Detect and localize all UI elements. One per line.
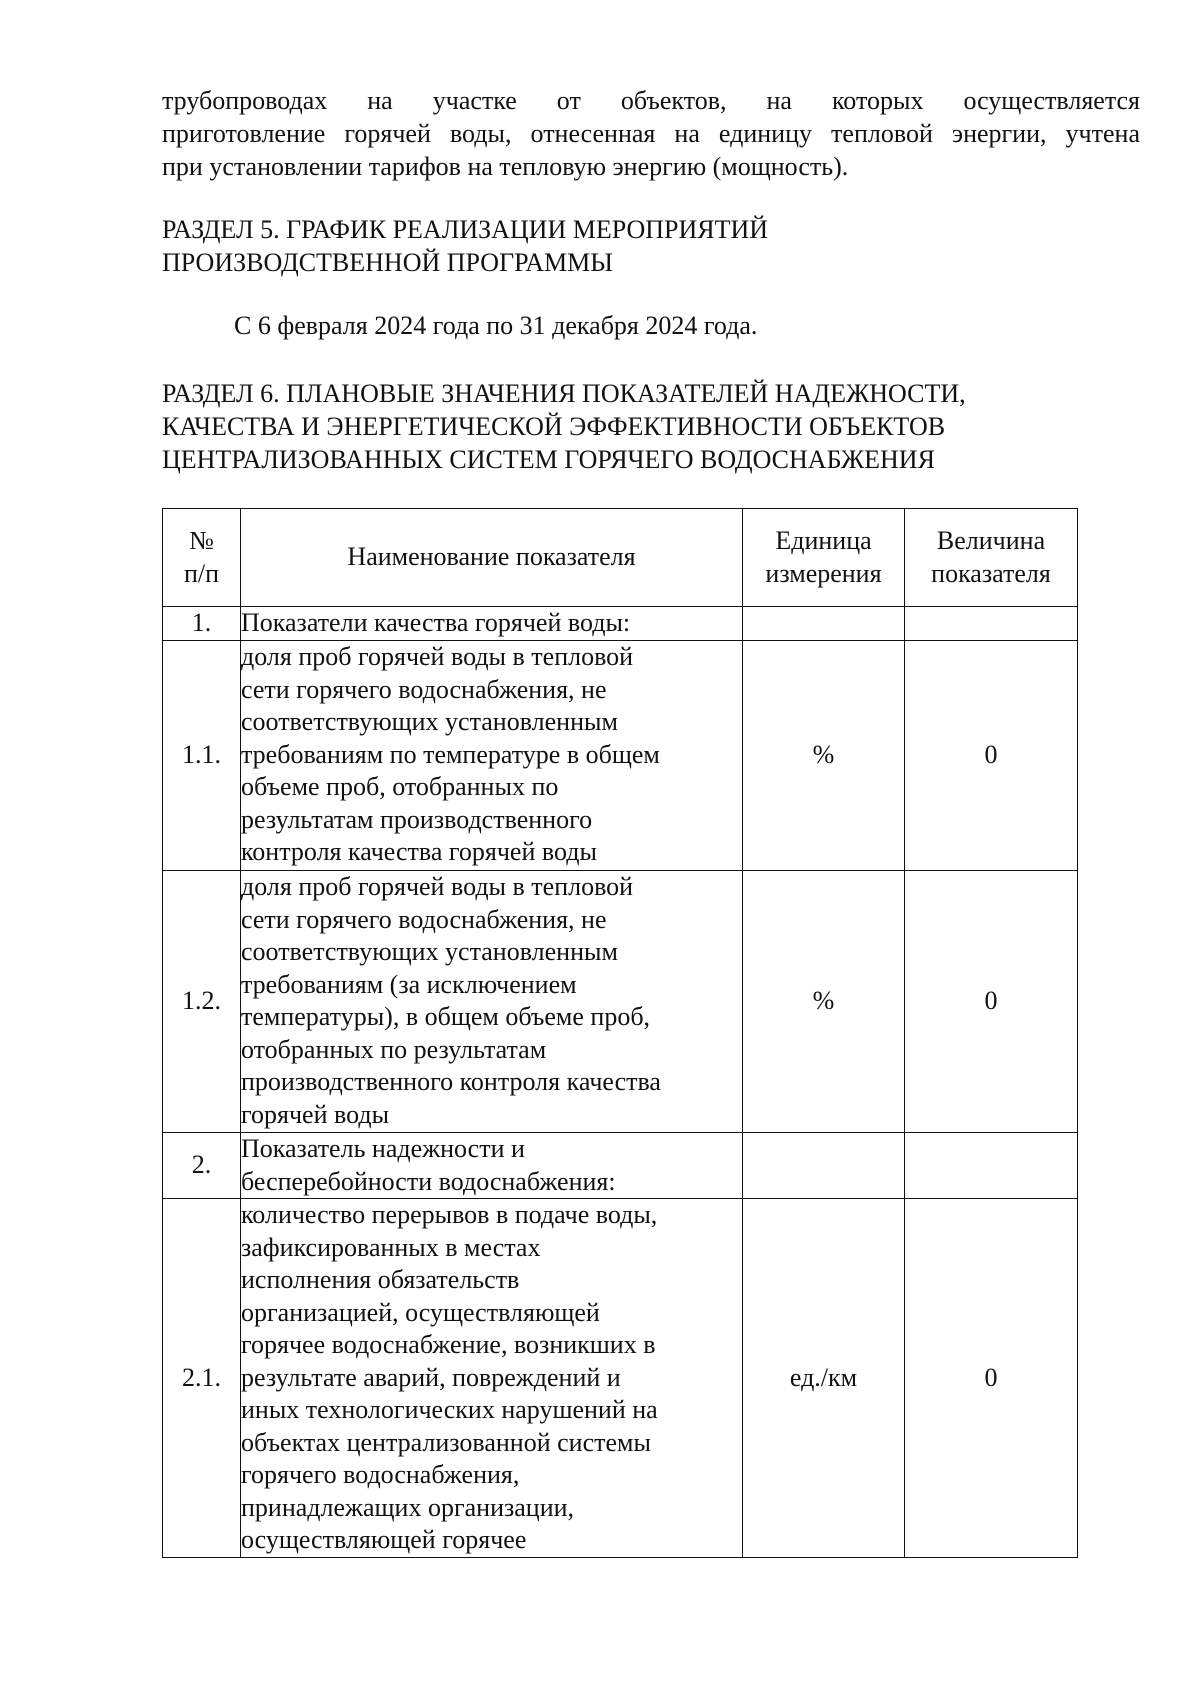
row-value: 0 [905, 641, 1078, 871]
row-name-line: температуры), в общем объеме проб, [241, 1002, 651, 1031]
row-name-line: исполнения обязательств [241, 1265, 520, 1294]
table-row [163, 607, 1078, 641]
row-value: 0 [905, 1199, 1078, 1558]
intro-line: приготовление горячей воды, отнесенная на единицу тепловой энергии, учтена [162, 119, 1140, 148]
section5-heading-line: ПРОИЗВОДСТВЕННОЙ ПРОГРАММЫ [162, 248, 613, 277]
row-name-line: иных технологических нарушений на [241, 1395, 658, 1424]
row-unit: % [743, 641, 905, 871]
row-name [241, 1133, 743, 1199]
header-value-line: показателя [931, 558, 1051, 588]
header-value-line: Величина [936, 526, 1046, 555]
row-name-line: осуществляющей горячее [241, 1525, 527, 1554]
schedule-text: С 6 февраля 2024 года по 31 декабря 2024 года. [234, 311, 758, 340]
row-name-line: горячее водоснабжение, возникших в [241, 1330, 656, 1359]
row-name-line: соответствующих установленным [241, 707, 618, 736]
row-number: 2.1. [163, 1199, 241, 1558]
row-name-line: Показатель надежности и [241, 1134, 525, 1163]
row-unit: % [743, 871, 905, 1133]
row-value [905, 607, 1078, 641]
section6-heading-line: РАЗДЕЛ 6. ПЛАНОВЫЕ ЗНАЧЕНИЯ ПОКАЗАТЕЛЕЙ НАДЕЖНОСТИ, [162, 379, 966, 408]
header-number-line: № [189, 526, 214, 555]
row-name-line: производственного контроля качества [241, 1067, 661, 1096]
header-unit-line: измерения [765, 558, 882, 588]
row-name-line: требованиям по температуре в общем [241, 739, 660, 769]
section6-heading-line: КАЧЕСТВА И ЭНЕРГЕТИЧЕСКОЙ ЭФФЕКТИВНОСТИ ОБЪЕКТОВ [162, 412, 946, 441]
row-name-line: соответствующих установленным [241, 937, 618, 966]
header-name: Наименование показателя [241, 509, 743, 607]
row-name-line: результате аварий, повреждений и [241, 1362, 621, 1392]
table-row [163, 1133, 1078, 1199]
header-value [905, 509, 1078, 607]
table-header-row [163, 509, 1078, 607]
table-row [163, 1199, 1078, 1558]
row-name-line: горячего водоснабжения, [241, 1460, 520, 1489]
row-name-line: бесперебойности водоснабжения: [241, 1166, 616, 1196]
row-name-line: зафиксированных в местах [241, 1232, 541, 1262]
row-number: 2. [163, 1133, 241, 1199]
row-name-line: контроля качества горячей воды [241, 837, 597, 866]
row-name-line: горячей воды [241, 1099, 390, 1129]
row-name-line: требованиям (за исключением [241, 969, 577, 999]
row-name [241, 871, 743, 1133]
row-number: 1.2. [163, 871, 241, 1133]
row-value [905, 1133, 1078, 1199]
header-unit [743, 509, 905, 607]
row-value: 0 [905, 871, 1078, 1133]
section6-heading [162, 377, 966, 476]
row-name [241, 1199, 743, 1558]
intro-line: трубопроводах на участке от объектов, на которых осуществляется [162, 86, 1140, 115]
row-name [241, 607, 743, 641]
table-row [163, 871, 1078, 1133]
header-number-line: п/п [183, 558, 220, 588]
section6-heading-line: ЦЕНТРАЛИЗОВАННЫХ СИСТЕМ ГОРЯЧЕГО ВОДОСНАБЖЕНИЯ [162, 445, 935, 474]
row-name-line: сети горячего водоснабжения, не [241, 904, 607, 934]
row-unit [743, 607, 905, 641]
indicators-table [162, 508, 1078, 1558]
row-name-line: Показатели качества горячей воды: [241, 608, 631, 637]
row-name-line: организацией, осуществляющей [241, 1297, 600, 1327]
row-number: 1.1. [163, 641, 241, 871]
intro-paragraph [162, 84, 1140, 183]
row-name-line: объеме проб, отобранных по [241, 772, 559, 801]
row-name-line: сети горячего водоснабжения, не [241, 674, 607, 704]
row-name-line: доля проб горячей воды в тепловой [241, 872, 634, 901]
intro-line: при установлении тарифов на тепловую энергию (мощность). [162, 152, 849, 181]
section5-heading-line: РАЗДЕЛ 5. ГРАФИК РЕАЛИЗАЦИИ МЕРОПРИЯТИЙ [162, 215, 769, 244]
row-number: 1. [163, 607, 241, 641]
table-row [163, 641, 1078, 871]
row-name-line: принадлежащих организации, [241, 1492, 575, 1522]
row-name-line: результатам производственного [241, 804, 593, 834]
row-name-line: доля проб горячей воды в тепловой [241, 642, 634, 671]
row-unit [743, 1133, 905, 1199]
row-name-line: количество перерывов в подаче воды, [241, 1200, 658, 1229]
header-number [163, 509, 241, 607]
section5-heading [162, 213, 768, 279]
row-name-line: объектах централизованной системы [241, 1427, 651, 1457]
row-unit: ед./км [743, 1199, 905, 1558]
row-name-line: отобранных по результатам [241, 1034, 547, 1064]
row-name [241, 641, 743, 871]
header-unit-line: Единица [775, 526, 872, 555]
